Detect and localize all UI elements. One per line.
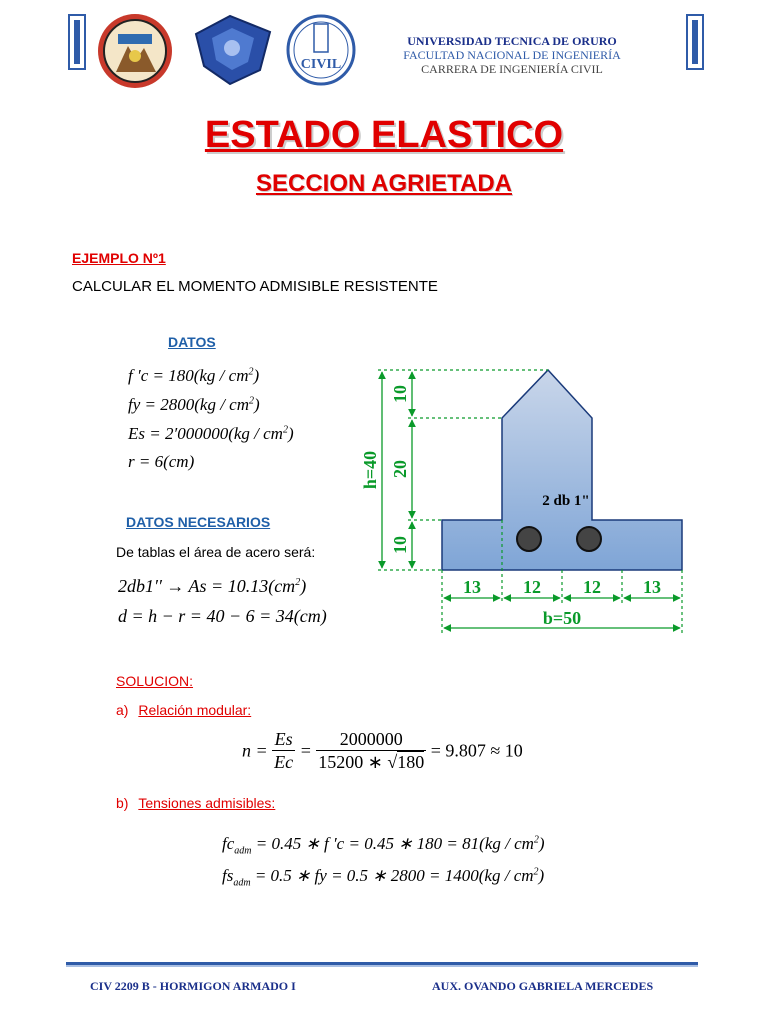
frac-num-value: 2000000	[316, 728, 426, 751]
label-h-total: h=40	[360, 450, 380, 490]
eq-fs-adm-sub: adm	[233, 877, 251, 889]
eq-fc	[128, 366, 259, 386]
label-h-bot: 10	[390, 536, 410, 554]
label-w3: 12	[583, 577, 601, 597]
eq-fc-adm-sub: adm	[234, 845, 252, 857]
eq-fc-unit: kg / cm	[199, 366, 249, 385]
eq-fs-adm-end: )	[538, 866, 545, 885]
label-h-top: 10	[390, 385, 410, 403]
rebar-right	[577, 527, 601, 551]
header-block	[372, 34, 652, 76]
frac-den-value	[316, 751, 426, 773]
eq-fc-adm-unit: kg / cm	[484, 834, 534, 853]
eq-n-result: = 9.807 ≈ 10	[430, 740, 523, 761]
eq-fc-adm	[222, 834, 545, 857]
eq-d: d = h − r = 40 − 6 = 34(cm)	[118, 606, 327, 626]
footer-course: CIV 2209 B - HORMIGON ARMADO I	[90, 979, 296, 993]
frac-den-a: 15200 ∗	[318, 752, 388, 772]
frac-ec: Ec	[274, 752, 294, 772]
engineering-shield-logo	[190, 14, 276, 86]
eq-es-lhs: Es = 2′000000(	[128, 424, 234, 443]
eq-es	[128, 424, 294, 444]
eq-as	[118, 576, 306, 597]
step-b-label: b)	[116, 795, 129, 811]
frac-den-b: 180	[397, 752, 425, 772]
problem-statement: CALCULAR EL MOMENTO ADMISIBLE RESISTENTE	[72, 278, 438, 295]
eq-n-eq: =	[299, 740, 312, 761]
section-shape	[442, 370, 682, 570]
eq-es-exp: 2	[282, 424, 288, 436]
datos-necesarios-heading: DATOS NECESARIOS	[126, 514, 271, 530]
university-seal-logo	[96, 12, 174, 90]
step-a	[116, 702, 251, 718]
step-b-title: Tensiones admisibles:	[138, 795, 276, 811]
faculty-name: FACULTAD NACIONAL DE INGENIERÍA	[403, 48, 621, 62]
cross-section-figure	[360, 358, 700, 640]
frac-es-ec	[272, 728, 295, 773]
eq-as-lhs: 2db1′′ → As = 10.13(cm	[118, 576, 296, 596]
label-b-total: b=50	[542, 608, 582, 628]
label-w4: 13	[643, 577, 661, 597]
page-subtitle: SECCION AGRIETADA	[255, 170, 512, 197]
label-w2: 12	[523, 577, 541, 597]
page-title: ESTADO ELASTICO	[204, 114, 564, 156]
eq-fs-adm-lhs: fs	[222, 866, 234, 885]
eq-fc-adm-lhs: fc	[222, 834, 235, 853]
eq-r: r = 6(cm)	[128, 452, 195, 471]
eq-as-exp: 2	[295, 577, 301, 588]
eq-fc-adm-exp: 2	[533, 834, 539, 846]
step-a-title: Relación modular:	[138, 702, 252, 718]
university-name: UNIVERSIDAD TECNICA DE ORURO	[407, 34, 617, 48]
step-a-label: a)	[116, 702, 129, 718]
eq-fy-lhs: fy = 2800(	[128, 395, 200, 414]
eq-fy	[128, 395, 260, 415]
frac-numeric	[316, 728, 426, 773]
label-w1: 13	[463, 577, 481, 597]
career-name: CARRERA DE INGENIERÍA CIVIL	[421, 62, 603, 76]
eq-fc-exp: 2	[248, 366, 254, 378]
label-rebars: 2 db 1"	[542, 493, 590, 509]
step-b	[116, 795, 275, 811]
tables-note: De tablas el área de acero será:	[116, 544, 316, 560]
eq-fc-adm-rhs: = 0.45 ∗ f ′c = 0.45 ∗ 180 = 81(	[251, 834, 485, 853]
example-title: EJEMPLO Nº1	[72, 250, 166, 266]
footer-rule	[66, 962, 698, 967]
left-frame-bar	[68, 14, 86, 70]
eq-as-end: )	[300, 576, 307, 596]
eq-n-lhs: n =	[242, 740, 268, 761]
rebar-left	[517, 527, 541, 551]
eq-fc-lhs: f ′c = 180(	[128, 366, 200, 385]
label-h-mid: 20	[390, 460, 410, 478]
right-frame-bar	[686, 14, 704, 70]
eq-fs-adm-exp: 2	[533, 866, 539, 878]
eq-fy-unit: kg / cm	[199, 395, 249, 414]
civil-career-logo	[284, 12, 358, 88]
sqrt-symbol: √	[387, 752, 398, 772]
eq-fs-adm-unit: kg / cm	[484, 866, 534, 885]
datos-heading: DATOS	[168, 334, 216, 350]
solucion-heading: SOLUCION:	[116, 673, 194, 689]
eq-es-end: )	[287, 424, 294, 443]
eq-es-unit: kg / cm	[233, 424, 283, 443]
civil-logo-text: CIVIL	[300, 57, 342, 72]
eq-fs-adm	[222, 866, 545, 889]
eq-fc-adm-end: )	[538, 834, 545, 853]
eq-fs-adm-rhs: = 0.5 ∗ fy = 0.5 ∗ 2800 = 1400(	[250, 866, 485, 885]
eq-fy-exp: 2	[249, 395, 254, 407]
footer-author: AUX. OVANDO GABRIELA MERCEDES	[432, 979, 654, 993]
eq-modular-ratio	[242, 728, 523, 773]
eq-fc-end: )	[253, 366, 260, 385]
eq-fy-end: )	[254, 395, 260, 414]
frac-es: Es	[272, 728, 295, 751]
